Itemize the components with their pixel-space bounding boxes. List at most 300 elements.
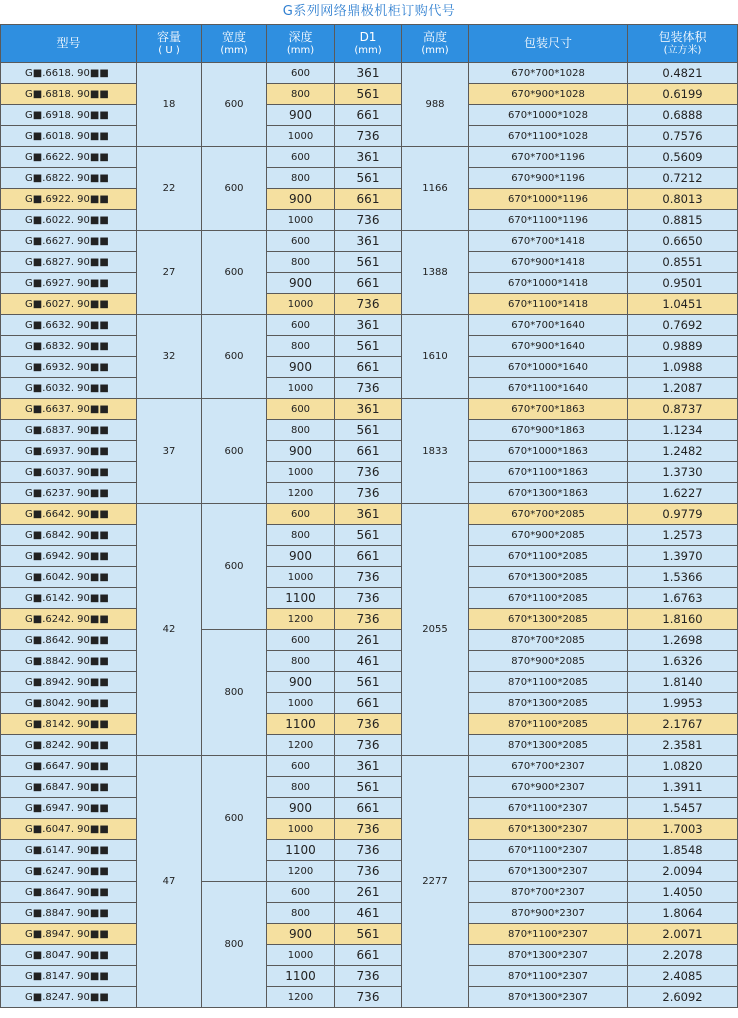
depth-cell: 1200 [267,483,335,504]
page-title: G系列网络鼎极机柜订购代号 [282,4,456,19]
package-volume-cell: 1.8140 [628,672,738,693]
model-cell: G■.8242. 90■■ [1,735,137,756]
package-size-cell: 670*1300*2307 [469,819,628,840]
depth-cell: 900 [267,273,335,294]
model-cell: G■.6037. 90■■ [1,462,137,483]
package-volume-cell: 1.4050 [628,882,738,903]
package-size-cell: 670*700*1196 [469,147,628,168]
package-size-cell: 670*700*1418 [469,231,628,252]
table-row [1,504,738,525]
package-volume-cell: 1.8548 [628,840,738,861]
package-volume-cell: 1.2573 [628,525,738,546]
table-header-row [1,25,738,63]
package-volume-cell: 2.1767 [628,714,738,735]
depth-cell: 800 [267,336,335,357]
model-cell: G■.6918. 90■■ [1,105,137,126]
package-volume-cell: 1.0988 [628,357,738,378]
table-row [1,168,738,189]
package-size-cell: 670*1000*1418 [469,273,628,294]
d1-cell: 661 [335,105,402,126]
depth-cell: 900 [267,189,335,210]
header-height: 高度 (mm) [402,25,469,63]
model-cell: G■.6027. 90■■ [1,294,137,315]
model-cell: G■.6622. 90■■ [1,147,137,168]
table-row [1,273,738,294]
height-cell: 1166 [402,147,469,231]
package-size-cell: 670*1300*1863 [469,483,628,504]
package-size-cell: 670*1100*2085 [469,588,628,609]
model-cell: G■.8147. 90■■ [1,966,137,987]
model-cell: G■.8247. 90■■ [1,987,137,1008]
package-size-cell: 670*700*1640 [469,315,628,336]
d1-cell: 561 [335,525,402,546]
width-cell: 800 [202,882,267,1008]
d1-cell: 561 [335,252,402,273]
order-code-table [0,24,738,1008]
package-size-cell: 670*1100*1863 [469,462,628,483]
d1-cell: 736 [335,819,402,840]
package-size-cell: 670*900*2085 [469,525,628,546]
d1-cell: 561 [335,336,402,357]
model-cell: G■.6947. 90■■ [1,798,137,819]
table-row [1,777,738,798]
width-cell: 600 [202,504,267,630]
table-row [1,441,738,462]
package-volume-cell: 1.1234 [628,420,738,441]
package-size-cell: 670*1100*1196 [469,210,628,231]
depth-cell: 900 [267,798,335,819]
package-volume-cell: 0.5609 [628,147,738,168]
table-row [1,924,738,945]
table-row [1,987,738,1008]
package-size-cell: 870*1100*2307 [469,966,628,987]
table-row [1,966,738,987]
package-volume-cell: 0.9779 [628,504,738,525]
package-volume-cell: 1.8160 [628,609,738,630]
package-volume-cell: 2.0094 [628,861,738,882]
package-volume-cell: 2.4085 [628,966,738,987]
table-row [1,126,738,147]
header-package-size: 包装尺寸 [469,25,628,63]
package-volume-cell: 0.8815 [628,210,738,231]
model-cell: G■.8942. 90■■ [1,672,137,693]
model-cell: G■.8647. 90■■ [1,882,137,903]
depth-cell: 600 [267,315,335,336]
model-cell: G■.6837. 90■■ [1,420,137,441]
model-cell: G■.6142. 90■■ [1,588,137,609]
model-cell: G■.6018. 90■■ [1,126,137,147]
d1-cell: 361 [335,63,402,84]
table-row [1,819,738,840]
package-size-cell: 670*1300*2085 [469,567,628,588]
model-cell: G■.6047. 90■■ [1,819,137,840]
d1-cell: 261 [335,882,402,903]
package-volume-cell: 1.2087 [628,378,738,399]
table-row [1,672,738,693]
package-volume-cell: 1.6326 [628,651,738,672]
package-volume-cell: 2.2078 [628,945,738,966]
d1-cell: 661 [335,357,402,378]
d1-cell: 736 [335,966,402,987]
d1-cell: 561 [335,84,402,105]
header-depth: 深度 (mm) [267,25,335,63]
package-volume-cell: 2.6092 [628,987,738,1008]
depth-cell: 900 [267,924,335,945]
d1-cell: 661 [335,273,402,294]
table-row [1,105,738,126]
capacity-cell: 22 [137,147,202,231]
model-cell: G■.6842. 90■■ [1,525,137,546]
model-cell: G■.6818. 90■■ [1,84,137,105]
package-size-cell: 870*1100*2085 [469,672,628,693]
depth-cell: 1100 [267,840,335,861]
table-row [1,840,738,861]
depth-cell: 800 [267,777,335,798]
package-volume-cell: 1.3730 [628,462,738,483]
table-row [1,252,738,273]
package-size-cell: 870*1100*2085 [469,714,628,735]
model-cell: G■.6822. 90■■ [1,168,137,189]
package-size-cell: 670*1300*2085 [469,609,628,630]
capacity-cell: 37 [137,399,202,504]
capacity-cell: 18 [137,63,202,147]
d1-cell: 561 [335,777,402,798]
model-cell: G■.8847. 90■■ [1,903,137,924]
height-cell: 1833 [402,399,469,504]
depth-cell: 600 [267,882,335,903]
depth-cell: 600 [267,231,335,252]
d1-cell: 361 [335,147,402,168]
table-row [1,567,738,588]
table-row [1,798,738,819]
depth-cell: 1200 [267,987,335,1008]
package-size-cell: 670*900*1196 [469,168,628,189]
model-cell: G■.6642. 90■■ [1,504,137,525]
width-cell: 600 [202,63,267,147]
d1-cell: 561 [335,672,402,693]
model-cell: G■.6937. 90■■ [1,441,137,462]
table-body [1,63,738,1008]
package-size-cell: 670*700*2085 [469,504,628,525]
package-volume-cell: 0.7576 [628,126,738,147]
package-size-cell: 870*1300*2085 [469,693,628,714]
model-cell: G■.6932. 90■■ [1,357,137,378]
depth-cell: 900 [267,672,335,693]
d1-cell: 461 [335,651,402,672]
depth-cell: 600 [267,63,335,84]
model-cell: G■.6247. 90■■ [1,861,137,882]
height-cell: 988 [402,63,469,147]
package-volume-cell: 1.9953 [628,693,738,714]
model-cell: G■.6242. 90■■ [1,609,137,630]
model-cell: G■.6632. 90■■ [1,315,137,336]
depth-cell: 600 [267,630,335,651]
model-cell: G■.8042. 90■■ [1,693,137,714]
depth-cell: 1200 [267,861,335,882]
table-row [1,231,738,252]
depth-cell: 1100 [267,714,335,735]
table-row [1,357,738,378]
depth-cell: 800 [267,420,335,441]
d1-cell: 561 [335,168,402,189]
d1-cell: 661 [335,546,402,567]
package-size-cell: 870*900*2085 [469,651,628,672]
table-row [1,693,738,714]
table-row [1,525,738,546]
depth-cell: 800 [267,168,335,189]
package-size-cell: 870*1300*2307 [469,987,628,1008]
d1-cell: 561 [335,924,402,945]
height-cell: 1610 [402,315,469,399]
d1-cell: 736 [335,210,402,231]
table-row [1,189,738,210]
depth-cell: 800 [267,84,335,105]
model-cell: G■.6647. 90■■ [1,756,137,777]
package-volume-cell: 1.3911 [628,777,738,798]
package-size-cell: 670*900*1863 [469,420,628,441]
package-volume-cell: 2.0071 [628,924,738,945]
depth-cell: 1000 [267,693,335,714]
d1-cell: 561 [335,420,402,441]
depth-cell: 800 [267,651,335,672]
package-size-cell: 670*1000*1028 [469,105,628,126]
table-row [1,861,738,882]
table-row [1,609,738,630]
width-cell: 600 [202,231,267,315]
package-volume-cell: 1.0451 [628,294,738,315]
package-volume-cell: 0.6888 [628,105,738,126]
header-width: 宽度 (mm) [202,25,267,63]
package-size-cell: 670*1000*1196 [469,189,628,210]
depth-cell: 1000 [267,378,335,399]
package-size-cell: 870*700*2085 [469,630,628,651]
model-cell: G■.6832. 90■■ [1,336,137,357]
d1-cell: 361 [335,756,402,777]
depth-cell: 1100 [267,966,335,987]
package-size-cell: 670*900*1028 [469,84,628,105]
package-size-cell: 670*700*2307 [469,756,628,777]
depth-cell: 1100 [267,588,335,609]
d1-cell: 361 [335,399,402,420]
package-volume-cell: 1.0820 [628,756,738,777]
depth-cell: 600 [267,399,335,420]
package-size-cell: 670*900*1418 [469,252,628,273]
model-cell: G■.6237. 90■■ [1,483,137,504]
depth-cell: 800 [267,525,335,546]
d1-cell: 361 [335,504,402,525]
d1-cell: 361 [335,315,402,336]
depth-cell: 900 [267,105,335,126]
package-volume-cell: 0.9889 [628,336,738,357]
table-row [1,588,738,609]
d1-cell: 736 [335,588,402,609]
package-size-cell: 870*1300*2085 [469,735,628,756]
model-cell: G■.6847. 90■■ [1,777,137,798]
table-row [1,903,738,924]
model-cell: G■.8047. 90■■ [1,945,137,966]
package-size-cell: 670*1100*1640 [469,378,628,399]
width-cell: 600 [202,399,267,504]
package-size-cell: 670*1100*2085 [469,546,628,567]
package-size-cell: 670*1100*2307 [469,840,628,861]
depth-cell: 800 [267,252,335,273]
package-size-cell: 670*900*1640 [469,336,628,357]
table-row [1,315,738,336]
model-cell: G■.6922. 90■■ [1,189,137,210]
depth-cell: 600 [267,756,335,777]
table-row [1,735,738,756]
depth-cell: 600 [267,504,335,525]
package-size-cell: 870*900*2307 [469,903,628,924]
table-row [1,84,738,105]
d1-cell: 661 [335,945,402,966]
table-row [1,420,738,441]
capacity-cell: 42 [137,504,202,756]
d1-cell: 736 [335,840,402,861]
capacity-cell: 27 [137,231,202,315]
package-volume-cell: 0.6199 [628,84,738,105]
table-row [1,399,738,420]
package-volume-cell: 0.7212 [628,168,738,189]
package-volume-cell: 0.4821 [628,63,738,84]
model-cell: G■.6942. 90■■ [1,546,137,567]
d1-cell: 736 [335,861,402,882]
package-size-cell: 670*1100*1028 [469,126,628,147]
d1-cell: 736 [335,609,402,630]
package-volume-cell: 0.8737 [628,399,738,420]
table-row [1,147,738,168]
d1-cell: 736 [335,735,402,756]
depth-cell: 600 [267,147,335,168]
depth-cell: 900 [267,441,335,462]
model-cell: G■.6032. 90■■ [1,378,137,399]
d1-cell: 736 [335,126,402,147]
package-volume-cell: 1.8064 [628,903,738,924]
package-volume-cell: 0.8551 [628,252,738,273]
package-size-cell: 670*700*1028 [469,63,628,84]
model-cell: G■.6618. 90■■ [1,63,137,84]
header-package-volume: 包装体积 (立方米) [628,25,738,63]
model-cell: G■.8842. 90■■ [1,651,137,672]
depth-cell: 1000 [267,567,335,588]
depth-cell: 1000 [267,294,335,315]
package-volume-cell: 1.2698 [628,630,738,651]
package-size-cell: 870*700*2307 [469,882,628,903]
header-model: 型号 [1,25,137,63]
model-cell: G■.6147. 90■■ [1,840,137,861]
model-cell: G■.6827. 90■■ [1,252,137,273]
height-cell: 2055 [402,504,469,756]
depth-cell: 800 [267,903,335,924]
model-cell: G■.6637. 90■■ [1,399,137,420]
package-size-cell: 670*900*2307 [469,777,628,798]
depth-cell: 1000 [267,819,335,840]
table-row [1,714,738,735]
d1-cell: 736 [335,378,402,399]
header-d1: D1 (mm) [335,25,402,63]
package-size-cell: 670*1300*2307 [469,861,628,882]
package-size-cell: 670*1000*1640 [469,357,628,378]
d1-cell: 736 [335,462,402,483]
model-cell: G■.6022. 90■■ [1,210,137,231]
width-cell: 600 [202,315,267,399]
package-size-cell: 670*1100*2307 [469,798,628,819]
package-size-cell: 670*1100*1418 [469,294,628,315]
package-size-cell: 670*700*1863 [469,399,628,420]
table-row [1,882,738,903]
package-volume-cell: 1.6227 [628,483,738,504]
table-row [1,483,738,504]
depth-cell: 1000 [267,945,335,966]
model-cell: G■.6927. 90■■ [1,273,137,294]
package-volume-cell: 1.3970 [628,546,738,567]
package-size-cell: 670*1000*1863 [469,441,628,462]
d1-cell: 461 [335,903,402,924]
d1-cell: 261 [335,630,402,651]
table-row [1,336,738,357]
model-cell: G■.8947. 90■■ [1,924,137,945]
table-row [1,210,738,231]
model-cell: G■.6042. 90■■ [1,567,137,588]
d1-cell: 736 [335,567,402,588]
table-row [1,378,738,399]
d1-cell: 661 [335,189,402,210]
table-row [1,294,738,315]
width-cell: 600 [202,756,267,882]
depth-cell: 1000 [267,462,335,483]
package-size-cell: 870*1300*2307 [469,945,628,966]
package-volume-cell: 1.5457 [628,798,738,819]
table-row [1,756,738,777]
depth-cell: 1000 [267,210,335,231]
package-volume-cell: 1.2482 [628,441,738,462]
package-volume-cell: 1.5366 [628,567,738,588]
d1-cell: 736 [335,714,402,735]
d1-cell: 661 [335,798,402,819]
model-cell: G■.8142. 90■■ [1,714,137,735]
height-cell: 2277 [402,756,469,1008]
model-cell: G■.6627. 90■■ [1,231,137,252]
d1-cell: 661 [335,441,402,462]
table-row [1,651,738,672]
package-volume-cell: 0.7692 [628,315,738,336]
package-volume-cell: 0.8013 [628,189,738,210]
depth-cell: 1000 [267,126,335,147]
depth-cell: 1200 [267,609,335,630]
package-volume-cell: 0.6650 [628,231,738,252]
package-size-cell: 870*1100*2307 [469,924,628,945]
table-row [1,945,738,966]
d1-cell: 361 [335,231,402,252]
width-cell: 800 [202,630,267,756]
capacity-cell: 47 [137,756,202,1008]
package-volume-cell: 2.3581 [628,735,738,756]
height-cell: 1388 [402,231,469,315]
depth-cell: 900 [267,546,335,567]
header-capacity: 容量 ( U ) [137,25,202,63]
table-row [1,546,738,567]
package-volume-cell: 1.6763 [628,588,738,609]
d1-cell: 736 [335,483,402,504]
depth-cell: 900 [267,357,335,378]
package-volume-cell: 1.7003 [628,819,738,840]
d1-cell: 661 [335,693,402,714]
table-row [1,630,738,651]
package-volume-cell: 0.9501 [628,273,738,294]
d1-cell: 736 [335,294,402,315]
table-row [1,63,738,84]
capacity-cell: 32 [137,315,202,399]
